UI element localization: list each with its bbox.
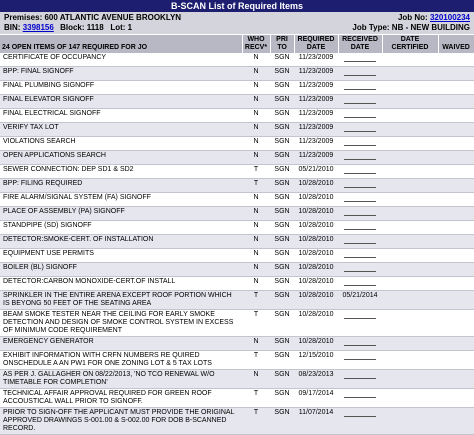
required-date: 11/23/2009	[294, 137, 338, 151]
table-row	[0, 95, 474, 109]
empty-date-line	[344, 208, 376, 216]
waived	[438, 137, 474, 151]
waived	[438, 235, 474, 249]
received-date: 05/21/2014	[338, 291, 382, 310]
required-date: 09/17/2014	[294, 389, 338, 408]
waived	[438, 389, 474, 408]
date-certified	[382, 235, 438, 249]
empty-date-line	[344, 278, 376, 286]
table-row	[0, 81, 474, 95]
prior-to: SGN	[270, 151, 294, 165]
prior-to: SGN	[270, 351, 294, 370]
item-description: DETECTOR:SMOKE-CERT. OF INSTALLATION	[0, 235, 242, 249]
date-certified	[382, 207, 438, 221]
date-certified	[382, 408, 438, 435]
who-recv: T	[242, 179, 270, 193]
prior-to: SGN	[270, 179, 294, 193]
empty-date-line	[344, 222, 376, 230]
date-certified	[382, 151, 438, 165]
received-date	[338, 95, 382, 109]
prior-to: SGN	[270, 109, 294, 123]
item-description: TECHNICAL AFFAIR APPROVAL REQUIRED FOR GREEN ROOF ACCOUSTICAL WALL PRIOR TO SIGNOFF.	[0, 389, 242, 408]
date-certified	[382, 95, 438, 109]
waived	[438, 193, 474, 207]
required-date: 05/21/2010	[294, 165, 338, 179]
item-description: CERTIFICATE OF OCCUPANCY	[0, 53, 242, 67]
premises-address: Premises: 600 ATLANTIC AVENUE BROOKLYN	[4, 13, 182, 22]
bin-label: BIN:	[4, 23, 21, 32]
received-date	[338, 67, 382, 81]
prior-to: SGN	[270, 53, 294, 67]
received-date	[338, 179, 382, 193]
received-date	[338, 249, 382, 263]
date-certified	[382, 109, 438, 123]
empty-date-line	[344, 311, 376, 319]
required-date: 11/23/2009	[294, 81, 338, 95]
empty-date-line	[344, 390, 376, 398]
date-certified	[382, 310, 438, 337]
item-description: EMERGENCY GENERATOR	[0, 337, 242, 351]
required-date: 11/07/2014	[294, 408, 338, 435]
prior-to: SGN	[270, 95, 294, 109]
date-certified	[382, 389, 438, 408]
empty-date-line	[344, 82, 376, 90]
required-date: 10/28/2010	[294, 193, 338, 207]
table-row	[0, 235, 474, 249]
waived	[438, 165, 474, 179]
item-description: SPRINKLER IN THE ENTIRE ARENA EXCEPT ROOF PORTION WHICH IS BEYONG 50 FEET OF THE SEATING AREA	[0, 291, 242, 310]
received-date	[338, 109, 382, 123]
date-certified	[382, 53, 438, 67]
received-date	[338, 81, 382, 95]
required-date: 10/28/2010	[294, 277, 338, 291]
item-description: STANDPIPE (SD) SIGNOFF	[0, 221, 242, 235]
who-recv: T	[242, 291, 270, 310]
table-row	[0, 263, 474, 277]
received-date	[338, 351, 382, 370]
job-type: Job Type: NB - NEW BUILDING	[352, 23, 470, 32]
waived	[438, 310, 474, 337]
waived	[438, 263, 474, 277]
who-recv: N	[242, 81, 270, 95]
item-description: EXHIBIT INFORMATION WITH CRFN NUMBERS RE QUIRED ONSCHEDULE A AN PW1 FOR ONE ZONING LOT & 5 TAX LOTS	[0, 351, 242, 370]
who-recv: N	[242, 67, 270, 81]
waived	[438, 221, 474, 235]
received-date	[338, 221, 382, 235]
who-recv: N	[242, 249, 270, 263]
required-date: 10/28/2010	[294, 291, 338, 310]
waived	[438, 337, 474, 351]
waived	[438, 277, 474, 291]
date-certified	[382, 67, 438, 81]
who-recv: N	[242, 337, 270, 351]
item-description: FINAL ELEVATOR SIGNOFF	[0, 95, 242, 109]
prior-to: SGN	[270, 277, 294, 291]
item-description: SEWER CONNECTION: DEP SD1 & SD2	[0, 165, 242, 179]
table-row	[0, 389, 474, 408]
waived	[438, 123, 474, 137]
prior-to: SGN	[270, 389, 294, 408]
waived	[438, 291, 474, 310]
date-certified	[382, 351, 438, 370]
who-recv: N	[242, 370, 270, 389]
item-description: EQUIPMENT USE PERMITS	[0, 249, 242, 263]
date-certified	[382, 179, 438, 193]
empty-date-line	[344, 166, 376, 174]
table-row	[0, 310, 474, 337]
item-description: BOILER (BL) SIGNOFF	[0, 263, 242, 277]
table-row	[0, 137, 474, 151]
date-certified	[382, 337, 438, 351]
date-certified	[382, 277, 438, 291]
required-date: 10/28/2010	[294, 310, 338, 337]
waived	[438, 67, 474, 81]
waived	[438, 408, 474, 435]
empty-date-line	[344, 236, 376, 244]
who-recv: T	[242, 165, 270, 179]
date-certified	[382, 123, 438, 137]
table-row	[0, 408, 474, 435]
item-description: PRIOR TO SIGN-OFF THE APPLICANT MUST PROVIDE THE ORIGINAL APPROVED DRAWINGS S-001.00 & S-002.00 FOR DOB B-SCANNED RECORD.	[0, 408, 242, 435]
table-row	[0, 165, 474, 179]
who-recv: N	[242, 221, 270, 235]
job-number	[398, 13, 470, 22]
item-description: OPEN APPLICATIONS SEARCH	[0, 151, 242, 165]
empty-date-line	[344, 54, 376, 62]
waived	[438, 249, 474, 263]
item-description: DETECTOR:CARBON MONOXIDE-CERT.OF INSTALL	[0, 277, 242, 291]
date-certified	[382, 370, 438, 389]
waived	[438, 109, 474, 123]
empty-date-line	[344, 124, 376, 132]
required-date: 11/23/2009	[294, 123, 338, 137]
received-date	[338, 310, 382, 337]
empty-date-line	[344, 180, 376, 188]
table-row	[0, 249, 474, 263]
who-recv: N	[242, 235, 270, 249]
table-row	[0, 123, 474, 137]
item-description: FINAL ELECTRICAL SIGNOFF	[0, 109, 242, 123]
date-certified	[382, 249, 438, 263]
table-row	[0, 370, 474, 389]
empty-date-line	[344, 338, 376, 346]
required-date: 10/28/2010	[294, 235, 338, 249]
who-recv: N	[242, 53, 270, 67]
received-date	[338, 263, 382, 277]
job-number-link[interactable]: 320100234	[429, 13, 470, 22]
received-date	[338, 53, 382, 67]
bin-link[interactable]: 3398156	[22, 23, 54, 32]
prior-to: SGN	[270, 123, 294, 137]
required-items-table	[0, 35, 474, 435]
required-date: 08/23/2013	[294, 370, 338, 389]
waived	[438, 53, 474, 67]
who-recv: N	[242, 95, 270, 109]
who-recv: N	[242, 207, 270, 221]
table-row	[0, 207, 474, 221]
table-row	[0, 221, 474, 235]
received-date	[338, 207, 382, 221]
col-header-description: 24 OPEN ITEMS OF 147 REQUIRED FOR JO	[0, 35, 242, 53]
prior-to: SGN	[270, 263, 294, 277]
col-header-who-recv: WHO RECV*	[242, 35, 270, 53]
received-date	[338, 370, 382, 389]
table-header-row	[0, 35, 474, 53]
who-recv: N	[242, 263, 270, 277]
item-description: AS PER J. GALLAGHER ON 08/22/2013, 'NO TCO RENEWAL W/O TIMETABLE FOR COMPLETION'	[0, 370, 242, 389]
empty-date-line	[344, 138, 376, 146]
table-row	[0, 193, 474, 207]
required-date: 12/15/2010	[294, 351, 338, 370]
required-date: 10/28/2010	[294, 221, 338, 235]
table-row	[0, 179, 474, 193]
prior-to: SGN	[270, 193, 294, 207]
date-certified	[382, 221, 438, 235]
received-date	[338, 123, 382, 137]
col-header-required-date: REQUIRED DATE	[294, 35, 338, 53]
date-certified	[382, 137, 438, 151]
prior-to: SGN	[270, 408, 294, 435]
waived	[438, 370, 474, 389]
required-date: 10/28/2010	[294, 249, 338, 263]
date-certified	[382, 165, 438, 179]
prior-to: SGN	[270, 81, 294, 95]
date-certified	[382, 81, 438, 95]
prior-to: SGN	[270, 291, 294, 310]
who-recv: T	[242, 408, 270, 435]
table-row	[0, 291, 474, 310]
empty-date-line	[344, 68, 376, 76]
who-recv: N	[242, 123, 270, 137]
empty-date-line	[344, 250, 376, 258]
col-header-date-certified: DATE CERTIFIED	[382, 35, 438, 53]
prior-to: SGN	[270, 249, 294, 263]
who-recv: N	[242, 277, 270, 291]
who-recv: T	[242, 351, 270, 370]
block-lot: Block: 1118 Lot: 1	[60, 23, 133, 32]
table-row	[0, 337, 474, 351]
received-date	[338, 193, 382, 207]
required-date: 10/28/2010	[294, 263, 338, 277]
bin-block-lot	[4, 23, 132, 32]
who-recv: T	[242, 389, 270, 408]
waived	[438, 81, 474, 95]
col-header-received-date: RECEIVED DATE	[338, 35, 382, 53]
premises-info-bar	[0, 12, 474, 35]
received-date	[338, 235, 382, 249]
who-recv: N	[242, 137, 270, 151]
received-date	[338, 151, 382, 165]
table-row	[0, 53, 474, 67]
waived	[438, 151, 474, 165]
prior-to: SGN	[270, 370, 294, 389]
table-row	[0, 109, 474, 123]
prior-to: SGN	[270, 310, 294, 337]
waived	[438, 207, 474, 221]
required-date: 11/23/2009	[294, 67, 338, 81]
prior-to: SGN	[270, 337, 294, 351]
item-description: BPP: FINAL SIGNOFF	[0, 67, 242, 81]
received-date	[338, 337, 382, 351]
date-certified	[382, 263, 438, 277]
required-date: 11/23/2009	[294, 95, 338, 109]
waived	[438, 95, 474, 109]
who-recv: N	[242, 151, 270, 165]
prior-to: SGN	[270, 165, 294, 179]
item-description: VIOLATIONS SEARCH	[0, 137, 242, 151]
table-row	[0, 351, 474, 370]
empty-date-line	[344, 194, 376, 202]
item-description: VERIFY TAX LOT	[0, 123, 242, 137]
prior-to: SGN	[270, 235, 294, 249]
table-row	[0, 67, 474, 81]
item-description: BPP: FILING REQUIRED	[0, 179, 242, 193]
empty-date-line	[344, 264, 376, 272]
empty-date-line	[344, 110, 376, 118]
received-date	[338, 408, 382, 435]
table-row	[0, 151, 474, 165]
empty-date-line	[344, 152, 376, 160]
received-date	[338, 389, 382, 408]
who-recv: T	[242, 310, 270, 337]
prior-to: SGN	[270, 207, 294, 221]
table-row	[0, 277, 474, 291]
required-date: 11/23/2009	[294, 53, 338, 67]
empty-date-line	[344, 371, 376, 379]
empty-date-line	[344, 352, 376, 360]
prior-to: SGN	[270, 67, 294, 81]
empty-date-line	[344, 96, 376, 104]
col-header-prior-to: PRI TO	[270, 35, 294, 53]
received-date	[338, 277, 382, 291]
required-date: 11/23/2009	[294, 151, 338, 165]
empty-date-line	[344, 409, 376, 417]
prior-to: SGN	[270, 221, 294, 235]
date-certified	[382, 193, 438, 207]
date-certified	[382, 291, 438, 310]
item-description: FINAL PLUMBING SIGNOFF	[0, 81, 242, 95]
item-description: PLACE OF ASSEMBLY (PA) SIGNOFF	[0, 207, 242, 221]
required-date: 10/28/2010	[294, 337, 338, 351]
required-date: 11/23/2009	[294, 109, 338, 123]
waived	[438, 351, 474, 370]
required-date: 10/28/2010	[294, 207, 338, 221]
who-recv: N	[242, 193, 270, 207]
job-no-label: Job No:	[397, 13, 428, 22]
waived	[438, 179, 474, 193]
received-date	[338, 165, 382, 179]
who-recv: N	[242, 109, 270, 123]
col-header-waived: WAIVED	[438, 35, 474, 53]
item-description: FIRE ALARM/SIGNAL SYSTEM (FA) SIGNOFF	[0, 193, 242, 207]
page-title: B-SCAN List of Required Items	[0, 0, 474, 12]
received-date	[338, 137, 382, 151]
required-date: 10/28/2010	[294, 179, 338, 193]
item-description: BEAM SMOKE TESTER NEAR THE CEILING FOR EARLY SMOKE DETECTION AND DESIGN OF SMOKE CONTROL SYSTEM IN EXCESS OF MINIMUM CODE REQUIREMENT	[0, 310, 242, 337]
prior-to: SGN	[270, 137, 294, 151]
